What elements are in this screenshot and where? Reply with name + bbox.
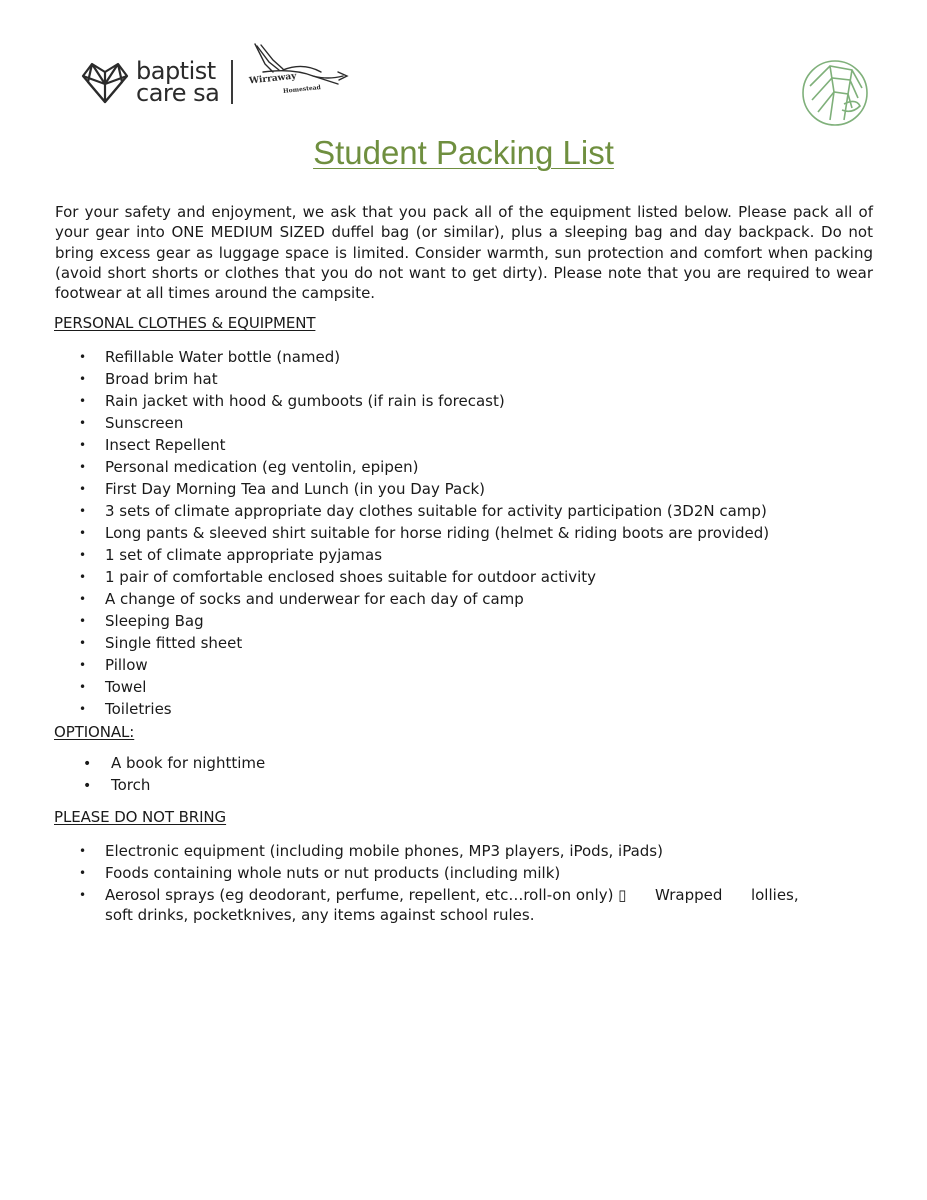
- bullet-icon: •: [79, 680, 87, 694]
- logo-divider: [231, 60, 233, 104]
- list-item-text: Aerosol sprays (eg deodorant, perfume, repellent, etc…roll-on only) ▯ Wrapped lollies,: [105, 886, 799, 904]
- list-item-text: Rain jacket with hood & gumboots (if rain is forecast): [105, 392, 505, 410]
- list-item-text: 1 pair of comfortable enclosed shoes suitable for outdoor activity: [105, 568, 597, 586]
- list-item: [55, 500, 873, 522]
- list-item: [55, 632, 873, 654]
- bullet-icon: •: [79, 548, 87, 562]
- list-item-text: 3 sets of climate appropriate day clothes suitable for activity participation (3D2N camp): [105, 502, 767, 520]
- bullet-icon: •: [79, 504, 87, 518]
- bullet-icon: •: [83, 777, 92, 794]
- list-item-text: Broad brim hat: [105, 370, 218, 388]
- bullet-icon: •: [79, 844, 87, 858]
- list-item: [55, 390, 873, 412]
- baptist-care-sa-wordmark: [136, 57, 220, 107]
- list-item: [55, 775, 873, 797]
- bullet-icon: •: [79, 526, 87, 540]
- intro-paragraph: For your safety and enjoyment, we ask that you pack all of the equipment listed below. Please pack all of your gear into ONE MEDIUM SIZED duffel bag (or similar), plus a sleeping bag and day backpack. Do not bring excess gear as luggage space is limited. Consider warmth, sun protection and comfort when packing (avoid short shorts or clothes that you do not want to get dirty). Please note that you are required to wear footwear at all times around the campsite.: [55, 203, 873, 303]
- list-item-text: Long pants & sleeved shirt suitable for horse riding (helmet & riding boots are provided): [105, 524, 770, 542]
- baptist-care-sa-logo: [80, 52, 353, 112]
- list-item: [55, 368, 873, 390]
- list-item-text: Toiletries: [105, 700, 172, 718]
- bullet-icon: •: [79, 636, 87, 650]
- list-item-text: Sunscreen: [105, 414, 184, 432]
- list-item: [55, 522, 873, 544]
- list-item: [55, 478, 873, 500]
- list-item-text: Single fitted sheet: [105, 634, 243, 652]
- page-title: Student Packing List: [313, 134, 614, 171]
- list-item-text: First Day Morning Tea and Lunch (in you Day Pack): [105, 480, 485, 498]
- list-item-text: Towel: [105, 678, 147, 696]
- list-item-text: Pillow: [105, 656, 148, 674]
- bullet-icon: •: [79, 460, 87, 474]
- list-item-text: A book for nighttime: [111, 754, 266, 772]
- list-item-text: A change of socks and underwear for each day of camp: [105, 590, 524, 608]
- list-item: [55, 676, 873, 698]
- list-item-text: Foods containing whole nuts or nut products (including milk): [105, 864, 561, 882]
- do-not-bring-items-list: [55, 840, 873, 925]
- list-item: [55, 654, 873, 676]
- list-item: [55, 588, 873, 610]
- personal-section-heading: PERSONAL CLOTHES & EQUIPMENT: [54, 314, 316, 332]
- list-item-text: 1 set of climate appropriate pyjamas: [105, 546, 383, 564]
- bullet-icon: •: [79, 570, 87, 584]
- optional-section-heading: OPTIONAL:: [54, 723, 135, 741]
- emblem-logo: [800, 58, 870, 132]
- bullet-icon: •: [79, 614, 87, 628]
- list-item-text: Sleeping Bag: [105, 612, 204, 630]
- bullet-icon: •: [79, 866, 87, 880]
- list-item: [55, 862, 873, 884]
- list-item-text: Torch: [111, 775, 151, 794]
- list-item-text-continued: soft drinks, pocketknives, any items against school rules.: [105, 906, 535, 924]
- list-item: [55, 610, 873, 632]
- bullet-icon: •: [79, 350, 87, 364]
- list-item: [55, 412, 873, 434]
- list-item: [55, 753, 873, 775]
- list-item: [55, 698, 873, 720]
- logo-line-1: baptist: [136, 57, 216, 85]
- bullet-icon: •: [79, 372, 87, 386]
- bullet-icon: •: [79, 658, 87, 672]
- list-item-text: Insect Repellent: [105, 436, 226, 454]
- list-item-text: Personal medication (eg ventolin, epipen): [105, 458, 419, 476]
- optional-items-list: [55, 753, 873, 796]
- personal-items-list: [55, 346, 873, 720]
- list-item: [55, 840, 873, 862]
- list-item-text: Electronic equipment (including mobile phones, MP3 players, iPods, iPads): [105, 842, 663, 860]
- list-item: [55, 566, 873, 588]
- wirraway-homestead-logo: [243, 42, 353, 112]
- list-item: [55, 434, 873, 456]
- list-item: [55, 346, 873, 368]
- bullet-icon: •: [83, 756, 92, 772]
- bullet-icon: •: [79, 416, 87, 430]
- bullet-icon: •: [79, 592, 87, 606]
- homestead-logo-line-1: Wirraway: [248, 71, 298, 87]
- bullet-icon: •: [79, 888, 87, 902]
- heart-diamond-icon: [80, 60, 130, 104]
- homestead-logo-line-2: Homestead: [283, 84, 322, 95]
- list-item-text: Refillable Water bottle (named): [105, 348, 341, 366]
- bullet-icon: •: [79, 438, 87, 452]
- bullet-icon: •: [79, 394, 87, 408]
- bullet-icon: •: [79, 482, 87, 496]
- list-item: [55, 884, 873, 925]
- circular-emblem-icon: [800, 58, 870, 128]
- bullet-icon: •: [79, 702, 87, 716]
- do-not-bring-section-heading: PLEASE DO NOT BRING: [54, 808, 227, 826]
- list-item: [55, 544, 873, 566]
- logo-line-2: care sa: [136, 79, 220, 107]
- list-item: [55, 456, 873, 478]
- page-header: [80, 38, 870, 133]
